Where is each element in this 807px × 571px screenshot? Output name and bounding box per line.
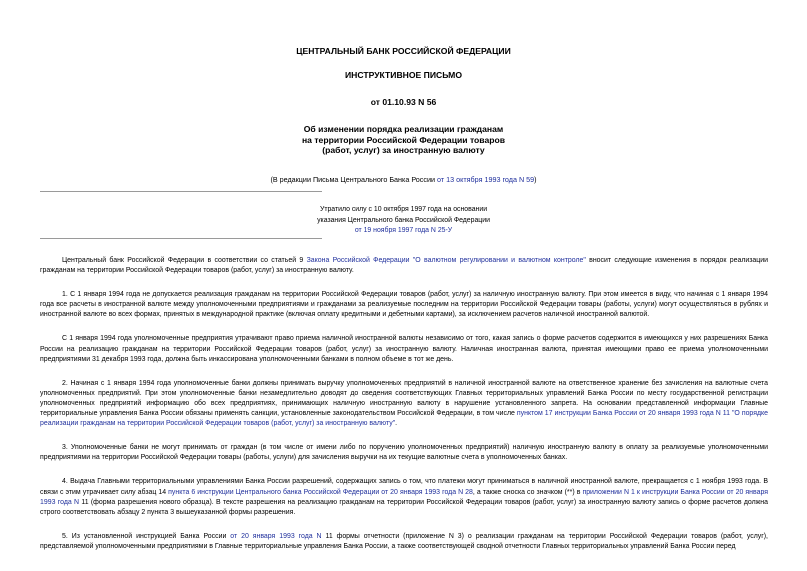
paragraph [40,477,768,517]
paragraph: С 1 января 1994 года уполномоченные предприятия утрачивают право приема наличной иностранной валюты независимо от того, какая запись о форме расчетов содержится в имеющихся у них разрешениях Банка России на реализацию гражданам на территории Российской Федерации товаров (работ, услуг) за иностранную валюту. Наличная иностранная валюта, принятая имеющими право ее приема уполномоченными предприятиями 31 декабря 1993 года, должна быть инкассирована уполномоченными банками в полном объеме в тот же день. [40,335,768,363]
divider [40,191,322,192]
paragraph [40,256,768,276]
doc-type: ИНСТРУКТИВНОЕ ПИСЬМО [344,70,463,80]
appendix-link[interactable]: приложении N 1 к инструкции Банка России от 20 января 1993 года N [40,488,768,506]
subject-line: (работ, услуг) за иностранную валюту [322,145,485,155]
redaction-note [0,175,807,184]
text: Центральный банк Российской Федерации в соответствии со статьей 9 [62,257,307,264]
subject-line: на территории Российской Федерации товаров [301,134,506,145]
org-title: ЦЕНТРАЛЬНЫЙ БАНК РОССИЙСКОЙ ФЕДЕРАЦИИ [296,46,511,56]
text: 4. Выдача Главными территориальными управлениями Банка России разрешений, содержащих запись о том, что платежи могут приниматься в наличной иностранной валюте, прекращается с 1 ноября 1993 года. В связи с этим утрачивает силу абзац 14 [40,478,768,496]
text: 11 (форма разрешения нового образца). В тексте разрешения на реализацию гражданам на территории Российской Федерации товаров (работ, услуг) за иностранную валюту запись о форме расчетов должна строго соответствовать абзацу 2 пункта 3 вышеуказанной формы разрешения. [40,498,768,516]
document-body [40,256,768,552]
repeal-line: Утратило силу с 10 октября 1997 года на основании [319,206,488,213]
text: . [395,420,398,428]
instruction-link[interactable]: пунктом 17 инструкции Банка России от 20 января 1993 года N 11 "О порядке реализации гражданам на территории Российской Федерации товаров (работ, услуг) за иностранную валюту" [40,410,768,428]
text: , а также сноска со значком (**) в [472,488,583,496]
repeal-note [0,205,807,237]
doc-number: от 01.10.93 N 56 [370,97,437,107]
redaction-link[interactable]: от 13 октября 1993 года N 59 [437,175,535,184]
repeal-link[interactable]: от 19 ноября 1997 года N 25-У [354,227,453,234]
instruction-28-link[interactable]: пункта 6 инструкции Центрального банка Российской Федерации от 20 января 1993 года N 28 [168,488,473,496]
instruction-11-link[interactable]: от 20 января 1993 года N [230,532,322,540]
doc-subject [0,124,807,156]
divider [40,238,322,239]
text: 2. Начиная с 1 января 1994 года уполномоченные банки должны принимать выручку уполномоченных предприятий в наличной иностранной валюте на ответственное хранение без зачисления на валютные счета уполномоченных предприятий. При этом уполномоченные банки незамедлительно доводят до сведения соответствующих Главных территориальных управлений Банка России по месту государственной регистрации уполномоченных предприятий информацию обо всех предприятиях, принимающих наличную иностранную валюту в нарушение установленного запрета. На основании представленной информации Главные территориальные управления Банка России обязаны применять санкции, установленные законодательством Российской Федерации, в том числе [40,379,768,418]
paragraph [40,379,768,429]
repeal-line: указания Центрального банка Российской Федерации [317,216,490,224]
paragraph: 1. С 1 января 1994 года не допускается реализация гражданам на территории Российской Федерации товаров (работ, услуг) за наличную иностранную валюту. При этом имеется в виду, что начиная с 1 января 1994 года все расчеты в иностранной валюте между уполномоченными предприятиями и гражданами за реализуемые последним на территории Российской Федерации товары (работы, услуги) могут осуществляться в рублях и иностранной валюте во всех формах, принятых в международной практике (включая оплату кредитными и дебетными картами), за исключением расчетов наличной иностранной валютой. [40,291,768,319]
redaction-suffix: ) [534,175,537,184]
law-link[interactable]: Закона Российской Федерации "О валютном регулировании и валютном контроле" [306,257,586,264]
redaction-prefix: (В редакции Письма Центрального Банка России [270,175,438,184]
paragraph [40,532,768,552]
paragraph: 3. Уполномоченные банки не могут принимать от граждан (в том числе от имени либо по поручению уполномоченных предприятий) наличную иностранную валюту в оплату за реализуемые уполномоченными предприятиями на территории Российской Федерации товары (работы, услуги) для зачисления выручки на их текущие валютные счета в уполномоченных банках. [40,444,768,462]
text: вносит следующие изменения в порядок реализации гражданам на территории Российской Федерации товаров (работ, услуг) за иностранную валюту. [40,257,768,275]
text: 11 формы отчетности (приложение N 3) о реализации гражданам на территории Российской Федерации товаров (работ, услуг), представляемой уполномоченными предприятиями в Главные территориальные управления Банка России, а также соответствующей сводной отчетности Главных территориальных управлений Банка России перед [40,532,768,550]
text: 5. Из установленной инструкцией Банка России [62,532,227,540]
subject-line: Об изменении порядка реализации гражданам [303,124,504,134]
